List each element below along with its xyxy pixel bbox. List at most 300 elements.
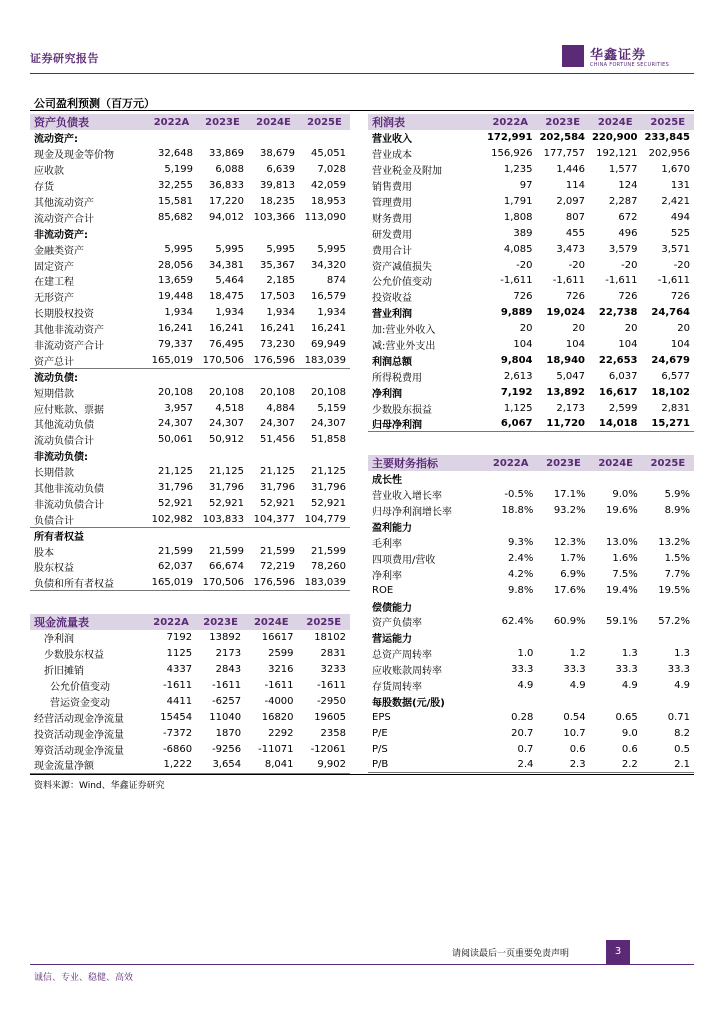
- row-label: 流动资产:: [34, 134, 78, 146]
- row-label: 每股数据(元/股): [372, 697, 445, 709]
- cell-value: 20,108: [158, 386, 193, 398]
- cell-value: 16,241: [158, 323, 193, 335]
- cell-value: 3,579: [608, 243, 638, 255]
- cell-value: 52,921: [311, 497, 346, 509]
- cell-value: 103,366: [253, 211, 295, 223]
- cell-value: 52,921: [260, 497, 295, 509]
- cell-value: 672: [618, 211, 638, 223]
- row-label: ROE: [372, 584, 394, 596]
- cell-value: 33.3: [615, 664, 638, 676]
- row-label: 短期借款: [34, 388, 74, 400]
- cell-value: 22,738: [598, 307, 638, 319]
- cell-value: [197, 130, 248, 146]
- table-row: [368, 130, 694, 146]
- cell-value: 16,579: [311, 291, 346, 303]
- table-row: [368, 535, 694, 551]
- cell-value: 1,446: [556, 164, 585, 176]
- cell-value: 0.7: [517, 743, 534, 755]
- cell-value: 455: [565, 227, 585, 239]
- cell-value: 9,889: [500, 307, 533, 319]
- table-row: [368, 416, 694, 432]
- column-header: 2022A: [484, 455, 537, 471]
- cell-value: 31,796: [311, 482, 346, 494]
- table-row: [368, 741, 694, 757]
- cell-value: 4.9: [517, 680, 534, 692]
- cell-value: [299, 368, 350, 384]
- cell-value: 2843: [215, 664, 242, 676]
- table-row: [30, 194, 350, 210]
- row-label: 长期借款: [34, 468, 74, 480]
- column-header: 2025E: [642, 114, 695, 130]
- cell-value: 39,813: [260, 180, 295, 192]
- balance-sheet-table: [30, 114, 350, 591]
- row-label: 营运能力: [372, 634, 412, 646]
- cell-value: -4000: [264, 696, 294, 707]
- cell-value: 36,833: [209, 180, 244, 192]
- cell-value: 0.6: [621, 743, 638, 755]
- row-label: 净利润: [372, 388, 402, 400]
- cell-value: 16,241: [260, 323, 295, 335]
- row-label: 负债合计: [34, 515, 74, 527]
- table-row: [30, 305, 350, 321]
- cell-value: [484, 630, 537, 646]
- cell-value: 7.5%: [612, 568, 638, 580]
- table-row: [30, 464, 350, 480]
- table-row: [30, 527, 350, 543]
- cell-value: [197, 448, 248, 464]
- cell-value: 4.2%: [508, 568, 534, 580]
- row-label: 营运资金变动: [50, 698, 110, 709]
- table-row: [368, 305, 694, 321]
- cell-value: 176,596: [253, 354, 295, 366]
- row-label: 营业收入: [372, 134, 412, 146]
- cell-value: 5.9%: [664, 489, 690, 501]
- header-divider: [30, 73, 694, 74]
- row-label: 公允价值变动: [50, 682, 110, 694]
- table-row: [30, 575, 350, 591]
- row-label: 筹资活动现金净流量: [34, 745, 124, 757]
- cell-value: 24,307: [158, 418, 193, 430]
- cell-value: [299, 448, 350, 464]
- column-header: 2022A: [146, 614, 196, 630]
- row-label: EPS: [372, 711, 391, 723]
- cell-value: 5,199: [164, 164, 193, 176]
- table-row: [30, 495, 350, 511]
- row-label: 股本: [34, 547, 54, 559]
- cell-value: 6,577: [661, 370, 690, 382]
- cell-value: 5,995: [317, 243, 346, 255]
- cell-value: 42,059: [311, 180, 346, 192]
- cell-value: 124: [618, 180, 638, 192]
- cell-value: 21,125: [158, 466, 193, 478]
- cell-value: 104: [513, 339, 533, 351]
- cell-value: 17.6%: [553, 584, 586, 596]
- cell-value: 7.7%: [664, 568, 690, 580]
- table-title: 现金流量表: [30, 614, 146, 630]
- cell-value: 2,599: [608, 402, 638, 414]
- row-label: 非流动资产合计: [34, 341, 104, 353]
- cell-value: 24,307: [209, 418, 244, 430]
- cell-value: 1,791: [503, 196, 533, 207]
- cell-value: 14,018: [589, 416, 642, 432]
- row-label: 利润总额: [372, 356, 412, 368]
- row-label: 应收款: [34, 166, 64, 178]
- cell-value: 18,953: [311, 196, 346, 207]
- cell-value: [642, 519, 694, 535]
- report-type-label: 证券研究报告: [30, 52, 99, 65]
- table-row: [30, 480, 350, 496]
- cell-value: 9.0: [621, 727, 638, 739]
- section-divider: [30, 110, 694, 111]
- cell-value: 726: [618, 291, 638, 303]
- cell-value: -20: [516, 259, 533, 271]
- cell-value: 4.9: [621, 680, 638, 692]
- row-label: 所有者权益: [30, 527, 146, 543]
- row-label: P/S: [372, 743, 388, 755]
- cell-value: 66,674: [209, 561, 244, 573]
- cell-value: 172,991: [486, 132, 533, 144]
- cell-value: 51,858: [311, 434, 346, 446]
- cell-value: 20,108: [311, 386, 346, 398]
- cell-value: [197, 527, 248, 543]
- cell-value: 32,648: [158, 148, 193, 160]
- cell-value: -7372: [163, 727, 193, 739]
- cell-value: 4,518: [215, 402, 244, 414]
- table-row: [368, 225, 694, 241]
- cell-value: 18,475: [209, 291, 244, 303]
- table-title: 资产负债表: [30, 114, 146, 130]
- table-row: [30, 709, 350, 725]
- cell-value: [248, 225, 299, 241]
- cell-value: [484, 693, 537, 709]
- cell-value: 9.3%: [508, 537, 534, 548]
- column-header: 2025E: [642, 455, 694, 471]
- row-label: 总资产周转率: [372, 650, 432, 662]
- cell-value: 1.3: [621, 648, 638, 660]
- table-row: [368, 400, 694, 416]
- table-row: [368, 709, 694, 725]
- cell-value: 2,421: [661, 196, 690, 207]
- row-label: 资产负债率: [372, 618, 422, 630]
- cell-value: -1,611: [605, 275, 638, 287]
- source-divider: [30, 774, 694, 775]
- cell-value: 103,833: [202, 513, 244, 525]
- cell-value: 50,912: [209, 434, 244, 446]
- cell-value: 5,159: [317, 402, 346, 414]
- cell-value: 24,679: [651, 354, 690, 366]
- table-row: [368, 725, 694, 741]
- table-row: [30, 741, 350, 757]
- table-row: [30, 225, 350, 241]
- cell-value: [537, 693, 589, 709]
- table-row: [30, 337, 350, 353]
- row-label: 研发费用: [372, 229, 412, 241]
- cell-value: [484, 471, 537, 487]
- company-logo-subtitle: CHINA FORTUNE SECURITIES: [590, 62, 670, 68]
- cell-value: 8.9%: [664, 505, 690, 517]
- cell-value: 1.0: [517, 648, 534, 660]
- column-header: 2024E: [590, 455, 642, 471]
- cell-value: 1.7%: [560, 552, 586, 564]
- cell-value: 21,125: [209, 466, 244, 478]
- cell-value: 21,599: [209, 545, 244, 557]
- column-header: 2024E: [589, 114, 642, 130]
- table-row: [30, 241, 350, 257]
- cell-value: 4411: [166, 696, 193, 707]
- row-label: 营业利润: [372, 309, 412, 321]
- table-row: [30, 432, 350, 448]
- table-row: [368, 519, 694, 535]
- row-label: 偿债能力: [372, 602, 412, 614]
- cell-value: [590, 471, 642, 487]
- cell-value: 3,571: [661, 243, 690, 255]
- cell-value: 21,599: [311, 545, 346, 557]
- cell-value: 12.3%: [553, 537, 586, 548]
- page-number: 3: [606, 940, 630, 964]
- cash-flow-table: [30, 614, 350, 774]
- cell-value: 1,577: [608, 164, 638, 176]
- cell-value: 2173: [215, 648, 242, 660]
- table-row: [368, 598, 694, 614]
- row-label: 在建工程: [34, 277, 74, 289]
- row-label: 其他非流动资产: [34, 325, 104, 337]
- row-label: 股东权益: [34, 563, 74, 575]
- table-row: [368, 566, 694, 582]
- cell-value: 5,047: [556, 370, 585, 382]
- cell-value: 874: [326, 275, 346, 287]
- cell-value: 2,185: [266, 275, 295, 287]
- cell-value: -20: [568, 259, 585, 271]
- cell-value: 2.3: [537, 757, 589, 773]
- cell-value: 1.5%: [664, 552, 690, 564]
- column-header: 2022A: [484, 114, 537, 130]
- cell-value: 104,779: [304, 513, 346, 525]
- cell-value: 1,808: [503, 211, 533, 223]
- cell-value: -1,611: [657, 275, 690, 287]
- cell-value: 525: [670, 227, 690, 239]
- cell-value: 1,934: [266, 307, 295, 319]
- cell-value: 131: [670, 180, 690, 192]
- cell-value: 21,599: [158, 545, 193, 557]
- cell-value: 2358: [320, 727, 346, 739]
- cell-value: 76,495: [209, 339, 244, 351]
- row-label: 毛利率: [372, 539, 402, 550]
- cell-value: 3233: [320, 664, 346, 676]
- cell-value: 21,125: [311, 466, 346, 478]
- cell-value: 1,222: [146, 757, 196, 773]
- table-row: [368, 693, 694, 709]
- cell-value: [590, 630, 642, 646]
- cell-value: 17,220: [209, 196, 244, 207]
- row-label: 净利润: [44, 634, 74, 646]
- cell-value: 20.7: [511, 727, 534, 739]
- column-header: 2025E: [299, 114, 350, 130]
- row-label: P/B: [368, 757, 484, 773]
- cell-value: 51,456: [260, 434, 295, 446]
- cell-value: 17,503: [260, 291, 295, 303]
- cell-value: 16617: [261, 632, 294, 644]
- cell-value: 7,028: [317, 164, 346, 176]
- cell-value: 13.0%: [606, 537, 638, 548]
- table-row: [368, 487, 694, 503]
- cell-value: [642, 598, 694, 614]
- cell-value: 28,056: [158, 259, 193, 271]
- cell-value: 24,307: [260, 418, 295, 430]
- table-row: [368, 162, 694, 178]
- row-label: 折旧摊销: [44, 666, 84, 678]
- cell-value: -1611: [212, 680, 242, 692]
- column-header: 2023E: [197, 114, 248, 130]
- row-label: 流动负债合计: [34, 436, 94, 448]
- cell-value: 6,067: [484, 416, 537, 432]
- cell-value: 2,097: [556, 196, 585, 207]
- cell-value: -20: [621, 259, 638, 271]
- row-label: 加:营业外收入: [372, 325, 436, 337]
- row-label: 流动资产合计: [34, 213, 94, 225]
- cell-value: [146, 448, 197, 464]
- table-row: [368, 630, 694, 646]
- cell-value: 73,230: [260, 339, 295, 351]
- cell-value: 52,921: [209, 497, 244, 509]
- cell-value: 1,235: [503, 164, 533, 176]
- table-title: 利润表: [368, 114, 484, 130]
- cell-value: 202,956: [648, 148, 690, 160]
- cell-value: 4337: [166, 664, 193, 676]
- cell-value: 33.3: [563, 664, 586, 676]
- table-row: [30, 757, 350, 773]
- cell-value: 20: [572, 323, 585, 335]
- row-label: 营业收入增长率: [372, 491, 442, 503]
- table-row: [30, 694, 350, 710]
- table-row: [368, 503, 694, 519]
- cell-value: [590, 598, 642, 614]
- footer-slogan: 诚信、专业、稳健、高效: [34, 973, 134, 983]
- cell-value: 3216: [268, 664, 294, 676]
- cell-value: 20,108: [209, 386, 244, 398]
- table-row: [30, 662, 350, 678]
- cell-value: 6,639: [266, 164, 295, 176]
- cell-value: -6860: [163, 743, 193, 755]
- cell-value: 31,796: [209, 482, 244, 494]
- cell-value: 4,884: [266, 402, 295, 414]
- cell-value: 8,041: [245, 757, 297, 773]
- column-header: 2025E: [298, 614, 350, 630]
- cell-value: 183,039: [304, 354, 346, 366]
- cell-value: 5,995: [215, 243, 244, 255]
- table-row: [368, 368, 694, 384]
- cell-value: 2292: [268, 727, 294, 739]
- cell-value: 104: [565, 339, 585, 351]
- cell-value: [197, 368, 248, 384]
- table-row: [30, 543, 350, 559]
- cell-value: 57.2%: [658, 616, 690, 628]
- cell-value: 11040: [209, 711, 242, 723]
- cell-value: 177,757: [543, 148, 585, 160]
- row-label: 存货周转率: [372, 682, 422, 694]
- cell-value: 3,473: [556, 243, 585, 255]
- cell-value: 1125: [166, 648, 193, 660]
- column-header: 2024E: [245, 614, 297, 630]
- table-row: [30, 178, 350, 194]
- table-row: [368, 550, 694, 566]
- cell-value: [146, 225, 197, 241]
- cell-value: 15454: [160, 711, 193, 723]
- cell-value: 15,581: [158, 196, 193, 207]
- cell-value: 0.54: [563, 711, 586, 723]
- row-label: 公允价值变动: [372, 277, 432, 289]
- cell-value: [299, 527, 350, 543]
- table-row: [30, 630, 350, 646]
- row-label: 其他流动负债: [34, 420, 94, 432]
- cell-value: 104: [670, 339, 690, 351]
- table-row: [30, 678, 350, 694]
- cell-value: [248, 368, 299, 384]
- table-row: [368, 241, 694, 257]
- cell-value: 170,506: [202, 354, 244, 366]
- cell-value: 113,090: [304, 211, 346, 223]
- table-row: [30, 257, 350, 273]
- table-row: [30, 646, 350, 662]
- table-row: [368, 646, 694, 662]
- cell-value: 0.65: [615, 711, 638, 723]
- cell-value: [146, 527, 197, 543]
- row-label: 非流动负债合计: [34, 499, 104, 511]
- table-row: [368, 757, 694, 773]
- cell-value: -2950: [316, 696, 346, 707]
- cell-value: [248, 130, 299, 146]
- cell-value: 114: [565, 180, 585, 192]
- cell-value: 19.4%: [606, 584, 638, 596]
- table-row: [368, 273, 694, 289]
- cell-value: -1,611: [552, 275, 585, 287]
- cell-value: [146, 130, 197, 146]
- cell-value: 7,192: [500, 386, 533, 398]
- row-label: 非流动负债:: [34, 452, 88, 464]
- cell-value: 10.7: [563, 727, 586, 739]
- section-title: 公司盈利预测（百万元）: [34, 97, 155, 110]
- row-label: 成长性: [372, 475, 402, 487]
- cell-value: 33.3: [511, 664, 534, 676]
- cell-value: -6257: [212, 696, 242, 707]
- cell-value: [590, 693, 642, 709]
- row-label: 营业税金及附加: [372, 166, 442, 178]
- cell-value: -11071: [258, 743, 294, 755]
- cell-value: 104,377: [253, 513, 295, 525]
- cell-value: 50,061: [158, 434, 193, 446]
- cell-value: 20,108: [260, 386, 295, 398]
- cell-value: 220,900: [591, 132, 638, 144]
- cell-value: 2599: [268, 648, 294, 660]
- table-row: [30, 400, 350, 416]
- cell-value: 9.0%: [612, 489, 638, 501]
- cell-value: 9.8%: [508, 584, 534, 596]
- cell-value: 35,367: [260, 259, 295, 271]
- cell-value: 13,892: [546, 386, 585, 398]
- key-indicators-table: [368, 455, 694, 773]
- table-row: [30, 209, 350, 225]
- cell-value: [248, 448, 299, 464]
- table-row: [368, 146, 694, 162]
- cell-value: 6.9%: [560, 568, 586, 580]
- cell-value: 389: [513, 227, 533, 239]
- column-header: 2023E: [537, 114, 590, 130]
- cell-value: 34,320: [311, 259, 346, 271]
- cell-value: -9256: [212, 743, 242, 755]
- cell-value: [197, 225, 248, 241]
- row-label: 净利率: [372, 570, 402, 582]
- table-row: [30, 511, 350, 527]
- cell-value: 1870: [215, 727, 242, 739]
